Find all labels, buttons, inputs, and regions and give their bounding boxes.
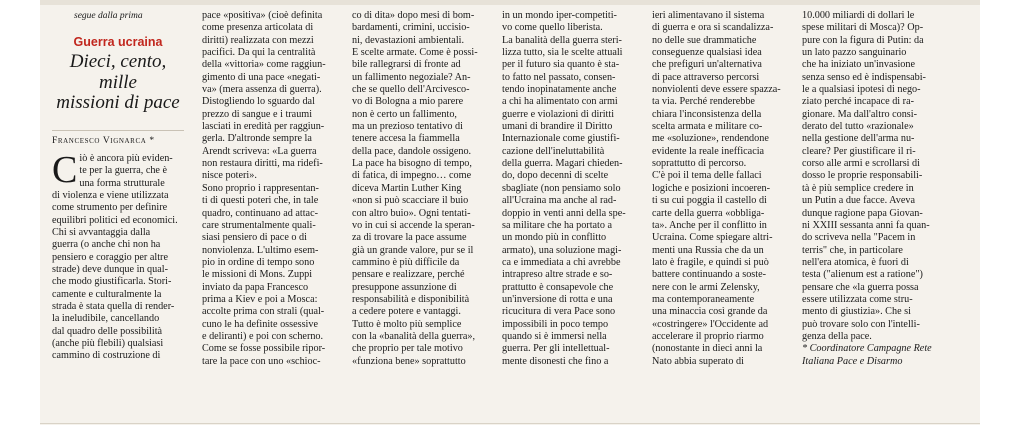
column-5-text: ieri alimentavano il sistema di guerra e ora si scandalizza- no delle sue drammatiche conseguenze qualsiasi idea che prefiguri un'alternativa di pace attraverso percorsi nonviolenti deve essere spazza- ta via. Perché renderebbe chiara l'inconsistenza della scelta armata e militare co- me «soluzione», rendendone evidente la reale inefficacia soprattutto di percorso. C'è poi il tema delle fallaci logiche e posizioni incoeren- ti su cui poggia il castello di carte della guerra «obbliga- ta». Anche per il conflitto in Ucraina. Come spiegare altri- menti una Russia che da un lato è fragile, e quindi si può battere continuando a soste- nere con le armi Zelensky, ma contemporaneamente una minaccia così grande da «costringere» l'Occidente ad accelerare il proprio riarmo (nonostante in dieci anni la Nato abbia superato di — [652, 10, 781, 367]
column-2-text: pace «positiva» (cioè definita come presenza articolata di diritti) realizzata con mezzi pacifici. Da qui la centralità della «vittoria» come raggiun- gimento di una pace «negati- va» (mera assenza di guerra). Distogliendo lo sguardo dal prezzo di sangue e i traumi lasciati in eredità per raggiun- gerla. D'altronde sempre la Arendt scriveva: «La guerra non restaura diritti, ma ridefi- nisce poteri». Sono proprio i rappresentan- ti di questi poteri che, in tale quadro, continuano ad attac- care strumentalmente quali- siasi pensiero di pace o di nonviolenza. L'ultimo esem- pio in ordine di tempo sono le missioni di Mons. Zuppi inviato da papa Francesco prima a Kiev e poi a Mosca: accolte prima con strali (qual- cuno le ha definite ossessive e deliranti) e poi con scherno. Come se fosse possibile ripor- tare la pace con uno «schioc- — [202, 10, 326, 367]
author-footnote: * Coordinatore Campagne Rete Italiana Pace e Disarmo — [802, 343, 932, 367]
column-1-text: iò è ancora più eviden- te per la guerra, che è una forma strutturale di violenza e viene utilizzata come strumento per definire equilibri politici ed economici. Chi si avvantaggia dalla guerra (o anche chi non ha pensiero e coraggio per altre strade) deve dunque in qual- che modo giustificarla. Stori- camente e culturalmente la strada è stata quella di render- la ineludibile, cancellando dal quadro delle possibilità (anche più flebili) qualsiasi cammino di costruzione di — [52, 152, 178, 362]
column-4 — [502, 10, 634, 368]
lead-paragraph — [52, 148, 184, 363]
bottom-rule — [40, 423, 980, 424]
column-1 — [52, 10, 184, 363]
drop-cap: C — [52, 148, 78, 191]
newspaper-page — [40, 0, 980, 425]
kicker: segue dalla prima — [74, 11, 143, 21]
headline: Dieci, cento, mille missioni di pace — [56, 51, 180, 113]
column-5 — [652, 10, 784, 368]
column-6-text: 10.000 miliardi di dollari le spese militari di Mosca)? Op- pure con la figura di Putin: da un lato pazzo sanguinario che ha iniziato un'invasione senza senso ed è indispensabi- le a qualsiasi ipotesi di nego- ziato perché incapace di ra- gionare. Ma dall'altro consi- derato del tutto «razionale» nella gestione dell'arma nu- cleare? Per giustificare il ri- corso alle armi e scrollarsi di dosso le proprie responsabili- tà è più semplice credere in un Putin a due facce. Aveva dunque ragione papa Giovan- ni XXIII sessanta anni fa quan- do scriveva nella "Pacem in terris" che, in particolare nell'era atomica, è fuori di testa ("alienum est a ratione") pensare che «la guerra possa essere utilizzata come stru- mento di giustizia». Che si può trovare solo con l'intelli- genza della pace. — [802, 10, 930, 342]
column-2 — [202, 10, 334, 368]
top-rule — [40, 0, 980, 5]
column-6 — [802, 10, 934, 368]
column-4-text: in un mondo iper-competiti- vo come quello liberista. La banalità della guerra steri- lizza tutto, sia le scelte attuali per il futuro sia quanto è sta- to fatto nel passato, consen- tendo inopinatamente anche a chi ha alimentato con armi guerre e violazioni di diritti umani di brandire il Diritto Internazionale come giustifi- cazione dell'ineluttabilità della guerra. Magari chieden- do, dopo decenni di scelte sbagliate (non pensiamo solo all'Ucraina ma anche al rad- doppio in venti anni della spe- sa militare che ha portato a un mondo più in conflitto armato), una soluzione magi- ca e immediata a chi avrebbe intrapreso altre strade e so- prattutto è consapevole che un'inversione di rotta e una ricucitura di vera Pace sono impossibili in poco tempo quando si è immersi nella guerra. Per gli intellettual- mente disonesti che fino a — [502, 10, 626, 367]
column-3-text: co di dita» dopo mesi di bom- bardamenti, crimini, uccisio- ni, devastazioni ambientali. E scelte armate. Come è possi- bile rallegrarsi di fronte ad un fallimento negoziale? An- che se quello dell'Arcivesco- vo di Bologna a mio parere non è certo un fallimento, ma un prezioso tentativo di tenere accesa la fiammella della pace, dandole ossigeno. La pace ha bisogno di tempo, di fatica, di impegno… come diceva Martin Luther King «non si può scacciare il buio con altro buio». Ogni tentati- vo in cui si accende la speran- za di trovare la pace assume già un grande valore, pur se il cammino è più difficile da pensare e realizzare, perché presuppone assunzione di responsabilità e disponibilità a cedere potere e vantaggi. Tutto è molto più semplice con la «banalità della guerra», che proprio per tale motivo «funziona bene» soprattutto — [352, 10, 478, 367]
byline: Francesco Vignarca * — [52, 130, 184, 147]
column-3 — [352, 10, 484, 368]
section-label: Guerra ucraina — [73, 35, 163, 49]
